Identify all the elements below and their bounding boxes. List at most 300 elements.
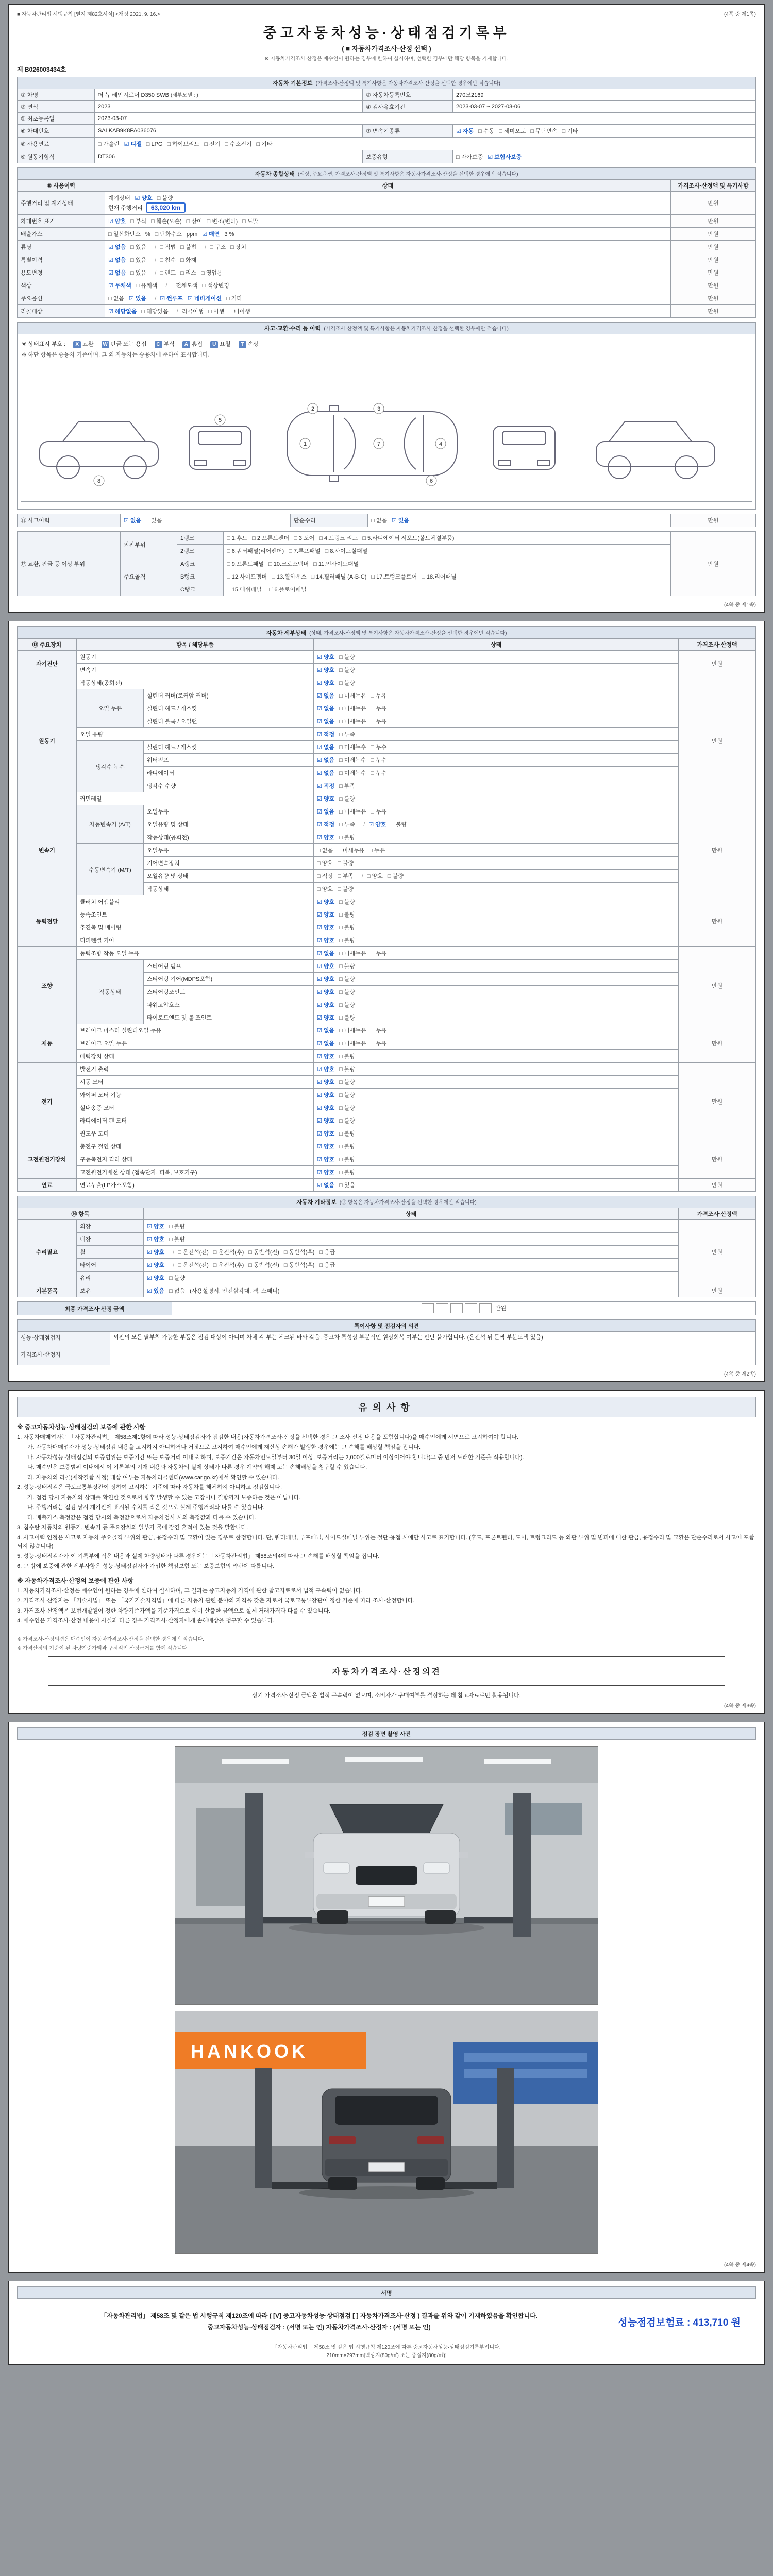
- tire-state: [144, 1259, 679, 1272]
- checkbox-unchecked[interactable]: □ 미세누유: [339, 1041, 366, 1047]
- checkbox-checked[interactable]: ☑ 양호: [317, 976, 335, 982]
- checkbox-unchecked[interactable]: □ 7.루프패널: [289, 548, 321, 554]
- checkbox-checked[interactable]: ☑ 양호: [317, 1170, 335, 1176]
- checkbox-unchecked[interactable]: □ 14.필러패널 (A·B·C): [311, 574, 367, 580]
- checkbox-checked[interactable]: ☑ 네비게이션: [187, 296, 222, 302]
- checkbox-unchecked[interactable]: □ 불량: [339, 1170, 356, 1176]
- appraisal-amount: 만원: [678, 1179, 755, 1192]
- checkbox-unchecked[interactable]: □ 누수: [371, 744, 387, 751]
- final-price-label: 최종 가격조사·산정 금액: [18, 1302, 172, 1315]
- checkbox-checked[interactable]: ☑ 양호: [147, 1224, 165, 1230]
- checkbox-checked[interactable]: ☑ 양호: [317, 1054, 335, 1060]
- detail-row: [18, 960, 756, 973]
- state-cell: [314, 998, 679, 1011]
- checkbox-unchecked[interactable]: □ 13.휠하우스: [272, 574, 307, 580]
- checkbox-unchecked[interactable]: □ 불량: [339, 1092, 356, 1098]
- tuning-row-label: 튜닝: [18, 241, 105, 253]
- state-cell: [314, 1024, 679, 1037]
- document-number: 제 B026003434호: [17, 66, 66, 73]
- checkbox-unchecked[interactable]: □ 운전석(전): [178, 1249, 209, 1256]
- checkbox-checked[interactable]: ☑ 양호: [317, 1157, 335, 1163]
- checkbox-checked[interactable]: ☑ 없음: [108, 257, 126, 263]
- checkbox-checked[interactable]: ☑ 없음: [108, 244, 126, 250]
- checkbox-unchecked[interactable]: □ 불량: [339, 1002, 356, 1008]
- checkbox-unchecked[interactable]: □ 전기: [204, 141, 221, 147]
- state-cell: [314, 1179, 679, 1192]
- checkbox-unchecked[interactable]: □ 동반석(후): [283, 1262, 315, 1268]
- appraisal-amount: 만원: [679, 1284, 756, 1297]
- checkbox-checked[interactable]: ☑ 양호: [317, 1144, 335, 1150]
- separator: /: [155, 270, 157, 276]
- checkbox-checked[interactable]: ☑ 없음: [108, 270, 126, 276]
- checkbox-unchecked[interactable]: □ 응급: [319, 1249, 335, 1256]
- checkbox-unchecked[interactable]: □ 11.인사이드패널: [313, 561, 359, 567]
- checkbox-unchecked[interactable]: □ 2.프론트펜더: [252, 535, 290, 541]
- checkbox-checked[interactable]: ☑ 없음: [317, 770, 335, 776]
- checkbox-unchecked[interactable]: □ 미세누수: [339, 757, 366, 764]
- checkbox-unchecked[interactable]: □ 자가보증: [456, 154, 483, 160]
- checkbox-checked[interactable]: ☑ 양호: [317, 925, 335, 931]
- checkbox-unchecked[interactable]: □ 8.사이드실패널: [325, 548, 368, 554]
- checkbox-checked[interactable]: ☑ 없음: [317, 719, 335, 725]
- detail-row: [18, 1114, 756, 1127]
- checkbox-unchecked[interactable]: □ 불량: [169, 1224, 186, 1230]
- inspection-photo-front: [175, 1746, 598, 2005]
- detail-row: [18, 844, 756, 857]
- checkbox-unchecked[interactable]: □ 불량: [339, 1157, 356, 1163]
- checkbox-unchecked[interactable]: □ 불법: [180, 244, 197, 250]
- checkbox-unchecked[interactable]: □ 16.플로어패널: [266, 587, 307, 593]
- checkbox-unchecked[interactable]: □ 불량: [339, 938, 356, 944]
- checkbox-unchecked[interactable]: □ 미세누유: [337, 848, 365, 854]
- checkbox-unchecked[interactable]: □ 17.트렁크플로어: [371, 574, 417, 580]
- checkbox-checked[interactable]: ☑ 양호: [147, 1262, 165, 1268]
- checkbox-unchecked[interactable]: □ 동반석(전): [248, 1262, 279, 1268]
- checkbox-checked[interactable]: ☑ 양호: [317, 963, 335, 970]
- checkbox-unchecked[interactable]: □ 미세누유: [339, 706, 366, 712]
- state-cell: [314, 1089, 679, 1101]
- detail-row: [18, 1127, 756, 1140]
- appraisal-amount: 만원: [670, 253, 755, 266]
- checkbox-unchecked[interactable]: □ 불량: [339, 925, 356, 931]
- separator: /: [155, 257, 157, 263]
- separator: /: [173, 1249, 175, 1256]
- checkbox-checked[interactable]: ☑ 양호: [135, 195, 153, 201]
- checkbox-unchecked[interactable]: □ 있음: [339, 1182, 356, 1189]
- checkbox-checked[interactable]: ☑ 매연: [202, 231, 220, 238]
- opinion-section-header: 특이사항 및 점검자의 의견: [18, 1320, 756, 1332]
- checkbox-unchecked[interactable]: □ 미세누유: [339, 809, 366, 815]
- checkbox-unchecked[interactable]: □ 불량: [339, 1015, 356, 1021]
- detail-row: [18, 1076, 756, 1089]
- checkbox-checked[interactable]: ☑ 없음: [124, 518, 142, 524]
- checkbox-checked[interactable]: ☑ 양호: [317, 796, 335, 802]
- state-cell: [314, 1037, 679, 1050]
- checkbox-checked[interactable]: ☑ 없음: [317, 1182, 335, 1189]
- checkbox-unchecked[interactable]: □ 불량: [339, 976, 356, 982]
- rank2-options: [224, 545, 671, 557]
- checkbox-unchecked[interactable]: □ 화재: [180, 257, 197, 263]
- item-label: 파워고압호스: [144, 998, 314, 1011]
- diagram-note: ※ 하단 항목은 승용차 기준이며, 그 외 자동차는 승용차에 준하여 표시합니다.: [22, 352, 210, 358]
- checkbox-checked[interactable]: ☑ 양호: [317, 1105, 335, 1111]
- state-cell: [314, 831, 679, 844]
- symbol-w: W: [102, 341, 109, 348]
- rankB-options: [224, 570, 671, 583]
- item-label: 브레이크 오일 누유: [77, 1037, 314, 1050]
- checkbox-checked[interactable]: ☑ 양호: [317, 1092, 335, 1098]
- checkbox-checked[interactable]: ☑ 양호: [317, 1002, 335, 1008]
- checkbox-unchecked[interactable]: □ 15.대쉬패널: [227, 587, 262, 593]
- checkbox-unchecked[interactable]: □ 누유: [371, 1041, 387, 1047]
- first-reg-value: 2023-03-07: [95, 113, 756, 125]
- checkbox-checked[interactable]: ☑ 양호: [317, 989, 335, 995]
- checkbox-unchecked[interactable]: □ 누유: [371, 809, 387, 815]
- checkbox-checked[interactable]: ☑ 적정: [317, 822, 335, 828]
- checkbox-unchecked[interactable]: □ 양호: [317, 886, 333, 892]
- checkbox-unchecked[interactable]: □ 장치: [230, 244, 247, 250]
- appraisal-amount: 만원: [671, 514, 756, 527]
- checkbox-unchecked[interactable]: □ 불량: [339, 899, 356, 905]
- checkbox-checked[interactable]: ☑ 양호: [147, 1236, 165, 1243]
- checkbox-unchecked[interactable]: □ 변조(변타): [207, 218, 238, 225]
- checkbox-unchecked[interactable]: □ 유채색: [136, 283, 158, 289]
- checkbox-checked[interactable]: ☑ 양호: [317, 899, 335, 905]
- checkbox-unchecked[interactable]: □ 없음: [371, 518, 387, 524]
- device-group: 변속기: [18, 805, 77, 895]
- checkbox-checked[interactable]: ☑ 양호: [108, 218, 126, 225]
- item-label: 실내송풍 모터: [77, 1101, 314, 1114]
- simple-repair-label: 단순수리: [291, 514, 368, 527]
- checkbox-unchecked[interactable]: □ 없음: [169, 1288, 186, 1294]
- rank1-options: [224, 532, 671, 545]
- checkbox-checked[interactable]: ☑ 없음: [317, 744, 335, 751]
- checkbox-checked[interactable]: ☑ 양호: [317, 938, 335, 944]
- checkbox-checked[interactable]: ☑ 없음: [317, 693, 335, 699]
- form-reference: ■ 자동차관리법 시행규칙 [별지 제82호서식] <개정 2021. 9. 16.>: [17, 12, 160, 18]
- appraisal-amount: 만원: [670, 305, 755, 318]
- checkbox-unchecked[interactable]: □ 적법: [160, 244, 176, 250]
- checkbox-unchecked[interactable]: □ 불량: [339, 1105, 356, 1111]
- separator: /: [361, 873, 363, 879]
- checkbox-unchecked[interactable]: □ 18.리어패널: [422, 574, 457, 580]
- device-group: 고전원전기장치: [18, 1140, 77, 1179]
- current-mileage: 63,020 km: [146, 202, 186, 213]
- checkbox-unchecked[interactable]: □ 불량: [339, 912, 356, 918]
- item-label: 스티어링 기어(MDPS포함): [144, 973, 314, 986]
- checkbox-checked[interactable]: ☑ 있음: [391, 518, 410, 524]
- overall-condition-table: [17, 167, 756, 318]
- checkbox-checked[interactable]: ☑ 없음: [317, 706, 335, 712]
- appraisal-amount: 만원: [679, 1220, 756, 1284]
- opinion-table: [17, 1319, 756, 1365]
- checkbox-checked[interactable]: ☑ 양호: [317, 1066, 335, 1073]
- checkbox-checked[interactable]: ☑ 무채색: [108, 283, 131, 289]
- color-state: [105, 279, 671, 292]
- appraisal-amount: 만원: [670, 228, 755, 241]
- checkbox-unchecked[interactable]: □ 불량: [339, 796, 356, 802]
- checkbox-unchecked[interactable]: □ 운전석(후): [213, 1262, 244, 1268]
- detail-row: [18, 689, 756, 702]
- checkbox-unchecked[interactable]: □ 부족: [339, 822, 356, 828]
- sheet-marker: (4쪽 중 제2쪽): [724, 1371, 756, 1377]
- notice-item: 다. 매수인은 보증범위 이내에서 이 기록부의 기재 내용과 자동차의 실제 상태가 다른 경우 계약의 해제 또는 손해배상을 청구할 수 있습니다.: [27, 1464, 367, 1470]
- checkbox-unchecked[interactable]: □ 6.쿼터패널(리어펜더): [227, 548, 284, 554]
- checkbox-unchecked[interactable]: □ 누유: [371, 693, 387, 699]
- checkbox-unchecked[interactable]: □ 훼손(오손): [151, 218, 182, 225]
- checkbox-unchecked[interactable]: □ 불량: [339, 654, 356, 660]
- checkbox-unchecked[interactable]: □ 운전석(전): [178, 1262, 209, 1268]
- signature-section-header: 서명: [18, 2286, 756, 2298]
- checkbox-unchecked[interactable]: □ 무단변속: [530, 128, 558, 134]
- item-label: 변속기: [77, 664, 314, 676]
- checkbox-checked[interactable]: ☑ 양호: [147, 1249, 165, 1256]
- checkbox-unchecked[interactable]: □ 양호: [366, 873, 383, 879]
- exterior-label: 외장: [77, 1220, 144, 1233]
- emission-state: [105, 228, 671, 241]
- checkbox-checked[interactable]: ☑ 양호: [317, 680, 335, 686]
- checkbox-unchecked[interactable]: □ 불량: [169, 1236, 186, 1243]
- checkbox-checked[interactable]: ☑ 양호: [317, 667, 335, 673]
- checkbox-unchecked[interactable]: □ 일산화탄소: [108, 231, 141, 238]
- checkbox-checked[interactable]: ☑ 양호: [317, 1079, 335, 1086]
- vin-label: ⑥ 차대번호: [18, 125, 95, 138]
- checkbox-checked[interactable]: ☑ 없음: [317, 757, 335, 764]
- checkbox-unchecked[interactable]: □ 불량: [339, 1118, 356, 1124]
- state-col: 상태: [105, 180, 671, 192]
- inline-text: 3 %: [224, 231, 234, 238]
- checkbox-unchecked[interactable]: □ 미세누유: [339, 693, 366, 699]
- checkbox-unchecked[interactable]: □ 영업용: [201, 270, 223, 276]
- checkbox-unchecked[interactable]: □ 전체도색: [171, 283, 198, 289]
- item-label: 오일 유량: [77, 728, 314, 741]
- rank1-label: 1랭크: [177, 532, 224, 545]
- separator: /: [363, 822, 365, 828]
- checkbox-unchecked[interactable]: □ 불량: [387, 873, 404, 879]
- checkbox-checked[interactable]: ☑ 양호: [317, 912, 335, 918]
- checkbox-unchecked[interactable]: □ 탄화수소: [155, 231, 182, 238]
- checkbox-unchecked[interactable]: □ 수동: [478, 128, 495, 134]
- checkbox-unchecked[interactable]: □ 미이행: [229, 309, 250, 315]
- checkbox-checked[interactable]: ☑ 썬루프: [160, 296, 183, 302]
- checkbox-unchecked[interactable]: □ 있음: [146, 518, 162, 524]
- checkbox-unchecked[interactable]: □ 불량: [339, 680, 356, 686]
- checkbox-unchecked[interactable]: □ 누유: [371, 706, 387, 712]
- item-label: 작동상태(공회전): [77, 676, 314, 689]
- interior-state: [144, 1233, 679, 1246]
- state-cell: [314, 792, 679, 805]
- checkbox-unchecked[interactable]: □ 동반석(후): [283, 1249, 315, 1256]
- checkbox-unchecked[interactable]: □ 불량: [337, 886, 354, 892]
- checkbox-checked[interactable]: ☑ 없음: [317, 809, 335, 815]
- checkbox-unchecked[interactable]: □ 세미오토: [499, 128, 526, 134]
- checkbox-unchecked[interactable]: □ 있음: [130, 244, 147, 250]
- checkbox-unchecked[interactable]: □ 3.도어: [294, 535, 315, 541]
- checkbox-unchecked[interactable]: □ 1.후드: [227, 535, 248, 541]
- checkbox-unchecked[interactable]: □ 누수: [371, 757, 387, 764]
- checkbox-checked[interactable]: ☑ 없음: [317, 1028, 335, 1034]
- color-row-label: 색상: [18, 279, 105, 292]
- appraisal-amount: 만원: [678, 1140, 755, 1179]
- checkbox-unchecked[interactable]: □ 색상변경: [202, 283, 229, 289]
- glass-state: [144, 1272, 679, 1284]
- notice-item: 나. 주행거리는 점검 당시 계기판에 표시된 수치를 적은 것으로 실제 주행거리와 다를 수 있습니다.: [27, 1504, 265, 1511]
- item-label: 윈도우 모터: [77, 1127, 314, 1140]
- detail-row: [18, 676, 756, 689]
- checkbox-unchecked[interactable]: □ 적정: [317, 873, 333, 879]
- checkbox-unchecked[interactable]: □ 도말: [242, 218, 259, 225]
- car-name-value: 더 뉴 레인지로버 D350 SWB (세부모델 : ): [95, 89, 363, 101]
- device-group: 연료: [18, 1179, 77, 1192]
- diagram-number: 6: [429, 478, 433, 484]
- checkbox-checked[interactable]: ☑ 적정: [317, 783, 335, 789]
- checkbox-checked[interactable]: ☑ 양호: [317, 1015, 335, 1021]
- checkbox-checked[interactable]: ☑ 양호: [317, 654, 335, 660]
- checkbox-unchecked[interactable]: □ 미세누유: [339, 719, 366, 725]
- checkbox-unchecked[interactable]: □ 불량: [391, 822, 407, 828]
- state-cell: [314, 1127, 679, 1140]
- item-label: 커먼레일: [77, 792, 314, 805]
- checkbox-unchecked[interactable]: □ 부족: [337, 873, 354, 879]
- checkbox-unchecked[interactable]: □ 누유: [371, 951, 387, 957]
- checkbox-unchecked[interactable]: □ 구조: [210, 244, 226, 250]
- checkbox-unchecked[interactable]: □ 기타: [256, 141, 273, 147]
- wheel-state: [144, 1246, 679, 1259]
- state-cell: [314, 986, 679, 998]
- checkbox-unchecked[interactable]: □ 불량: [339, 1066, 356, 1073]
- checkbox-unchecked[interactable]: □ 부족: [339, 732, 356, 738]
- checkbox-unchecked[interactable]: □ 9.프론트패널: [227, 561, 264, 567]
- state-cell: [314, 728, 679, 741]
- checkbox-unchecked[interactable]: □ 4.트렁크 리드: [319, 535, 358, 541]
- rankC-options: [224, 583, 671, 596]
- checkbox-unchecked[interactable]: □ 누수: [371, 770, 387, 776]
- state-cell: [314, 1076, 679, 1089]
- repair-needed-group: 수리필요: [18, 1220, 77, 1284]
- state-cell: [314, 1114, 679, 1127]
- checkbox-unchecked[interactable]: □ 불량: [337, 860, 354, 867]
- checkbox-unchecked[interactable]: □ 리스: [180, 270, 197, 276]
- checkbox-unchecked[interactable]: □ 없음: [317, 848, 333, 854]
- checkbox-checked[interactable]: ☑ 적정: [317, 732, 335, 738]
- basic-items-state: [144, 1284, 679, 1297]
- checkbox-unchecked[interactable]: □ 양호: [317, 860, 333, 867]
- checkbox-checked[interactable]: ☑ 있음: [147, 1288, 165, 1294]
- checkbox-unchecked[interactable]: □ 불량: [339, 989, 356, 995]
- etc-state-col: 상태: [144, 1208, 679, 1220]
- checkbox-unchecked[interactable]: □ 불량: [339, 1131, 356, 1137]
- checkbox-checked[interactable]: ☑ 없음: [317, 1041, 335, 1047]
- checkbox-unchecked[interactable]: □ 12.사이드멤버: [227, 574, 267, 580]
- checkbox-unchecked[interactable]: □ 10.크로스멤버: [268, 561, 309, 567]
- checkbox-unchecked[interactable]: □ 수소전기: [225, 141, 252, 147]
- checkbox-unchecked[interactable]: □ 하이브리드: [167, 141, 200, 147]
- checkbox-unchecked[interactable]: □ 불량: [169, 1275, 186, 1281]
- item-label: 오일누유: [144, 805, 314, 818]
- checkbox-unchecked[interactable]: □ 렌트: [160, 270, 176, 276]
- checkbox-unchecked[interactable]: □ 부족: [339, 783, 356, 789]
- checkbox-unchecked[interactable]: □ LPG: [146, 141, 163, 147]
- price-appraisal-select[interactable]: ( ■ 자동차가격조사·산정 선택 ): [342, 45, 431, 53]
- checkbox-unchecked[interactable]: □ 동반석(전): [248, 1249, 279, 1256]
- checkbox-unchecked[interactable]: □ 미세누수: [339, 744, 366, 751]
- device-group: 동력전달: [18, 895, 77, 947]
- appraisal-col: 가격조사·산정액 및 특기사항: [670, 180, 755, 192]
- checkbox-unchecked[interactable]: □ 침수: [160, 257, 176, 263]
- checkbox-unchecked[interactable]: □ 불량: [339, 667, 356, 673]
- checkbox-unchecked[interactable]: □ 부식: [130, 218, 147, 225]
- checkbox-unchecked[interactable]: □ 있음: [130, 270, 147, 276]
- checkbox-unchecked[interactable]: □ 기타: [562, 128, 578, 134]
- checkbox-unchecked[interactable]: □ 누유: [371, 1028, 387, 1034]
- checkbox-unchecked[interactable]: □ 5.라디에이터 서포트(볼트체결부품): [362, 535, 455, 541]
- checkbox-unchecked[interactable]: □ 이행: [208, 309, 225, 315]
- checkbox-unchecked[interactable]: □ 응급: [319, 1262, 335, 1268]
- simple-repair-options: [368, 514, 671, 527]
- accident-history-options: [121, 514, 291, 527]
- inspection-photo-rear: [175, 2011, 598, 2254]
- checkbox-unchecked[interactable]: □ 불량: [339, 835, 356, 841]
- item-label: 와이퍼 모터 기능: [77, 1089, 314, 1101]
- checkbox-checked[interactable]: ☑ 디젤: [124, 141, 142, 147]
- state-cell: [314, 934, 679, 947]
- notice-item: 4. 사고이력 인정은 사고로 자동차 주요골격 부위의 판금, 용접수리 및 교환이 있는 경우로 한정합니다. 단, 쿼터패널, 루프패널, 사이드실패널 부위는 절단·용접 시에만 사고로 표기합니다. (후드, 프론트펜더, 도어, 트렁크리드 등 외판 부위 및 범퍼에 대한 판금, 용접수리 및 교환은 단순수리로서 사고에 포함되지 않습니다): [17, 1534, 754, 1549]
- state-cell: [314, 921, 679, 934]
- checkbox-unchecked[interactable]: □ 불량: [157, 195, 173, 201]
- item-label: 고전원전기배선 상태 (접속단자, 피복, 보호기구): [77, 1166, 314, 1179]
- checkbox-unchecked[interactable]: □ 운전석(후): [213, 1249, 244, 1256]
- checkbox-checked[interactable]: ☑ 양호: [317, 1131, 335, 1137]
- checkbox-unchecked[interactable]: □ 불량: [339, 1079, 356, 1086]
- diagram-number: 2: [311, 406, 315, 412]
- checkbox-checked[interactable]: ☑ 보험사보증: [488, 154, 522, 160]
- notice-item: 4. 매수인은 가격조사·산정 내용이 사실과 다른 경우 가격조사·산정자에게 손해배상을 청구할 수 있습니다.: [17, 1618, 275, 1624]
- checkbox-unchecked[interactable]: □ 누유: [371, 719, 387, 725]
- warranty-type-options: [453, 150, 756, 163]
- item-label: 실린더 블록 / 오일팬: [144, 715, 314, 728]
- checkbox-unchecked[interactable]: □ 누유: [369, 848, 385, 854]
- etc-section-header: 자동차 기타정보 (⑭ 항목은 자동차가격조사·산정을 선택한 경우에만 적습니다): [18, 1196, 756, 1208]
- checkbox-unchecked[interactable]: □ 불량: [339, 1144, 356, 1150]
- checkbox-checked[interactable]: ☑ 없음: [317, 951, 335, 957]
- checkbox-unchecked[interactable]: □ 불량: [339, 1054, 356, 1060]
- checkbox-unchecked[interactable]: □ 있음: [130, 257, 147, 263]
- diagram-number: 3: [377, 406, 381, 412]
- checkbox-checked[interactable]: ☑ 양호: [317, 1118, 335, 1124]
- checkbox-unchecked[interactable]: □ 기타: [226, 296, 242, 302]
- checkbox-unchecked[interactable]: □ 불량: [339, 963, 356, 970]
- checkbox-checked[interactable]: ☑ 양호: [368, 822, 386, 828]
- checkbox-checked[interactable]: ☑ 양호: [147, 1275, 165, 1281]
- car-diagram: [21, 361, 752, 502]
- checkbox-checked[interactable]: ☑ 자동: [456, 128, 474, 134]
- checkbox-unchecked[interactable]: □ 해당있음: [141, 309, 169, 315]
- inline-text: 리콜이행: [181, 309, 204, 315]
- checkbox-checked[interactable]: ☑ 양호: [317, 835, 335, 841]
- item-label: 워터펌프: [144, 754, 314, 767]
- checkbox-unchecked[interactable]: □ 가솔린: [98, 141, 120, 147]
- checkbox-checked[interactable]: ☑ 해당없음: [108, 309, 137, 315]
- detail-row: [18, 1179, 756, 1192]
- detail-row: [18, 1037, 756, 1050]
- checkbox-checked[interactable]: ☑ 있음: [128, 296, 147, 302]
- checkbox-unchecked[interactable]: □ 상이: [186, 218, 203, 225]
- checkbox-unchecked[interactable]: □ 미세누수: [339, 770, 366, 776]
- checkbox-unchecked[interactable]: □ 없음: [108, 296, 124, 302]
- checkbox-unchecked[interactable]: □ 미세누유: [339, 951, 366, 957]
- wheel-label: 휠: [77, 1246, 144, 1259]
- checkbox-unchecked[interactable]: □ 미세누유: [339, 1028, 366, 1034]
